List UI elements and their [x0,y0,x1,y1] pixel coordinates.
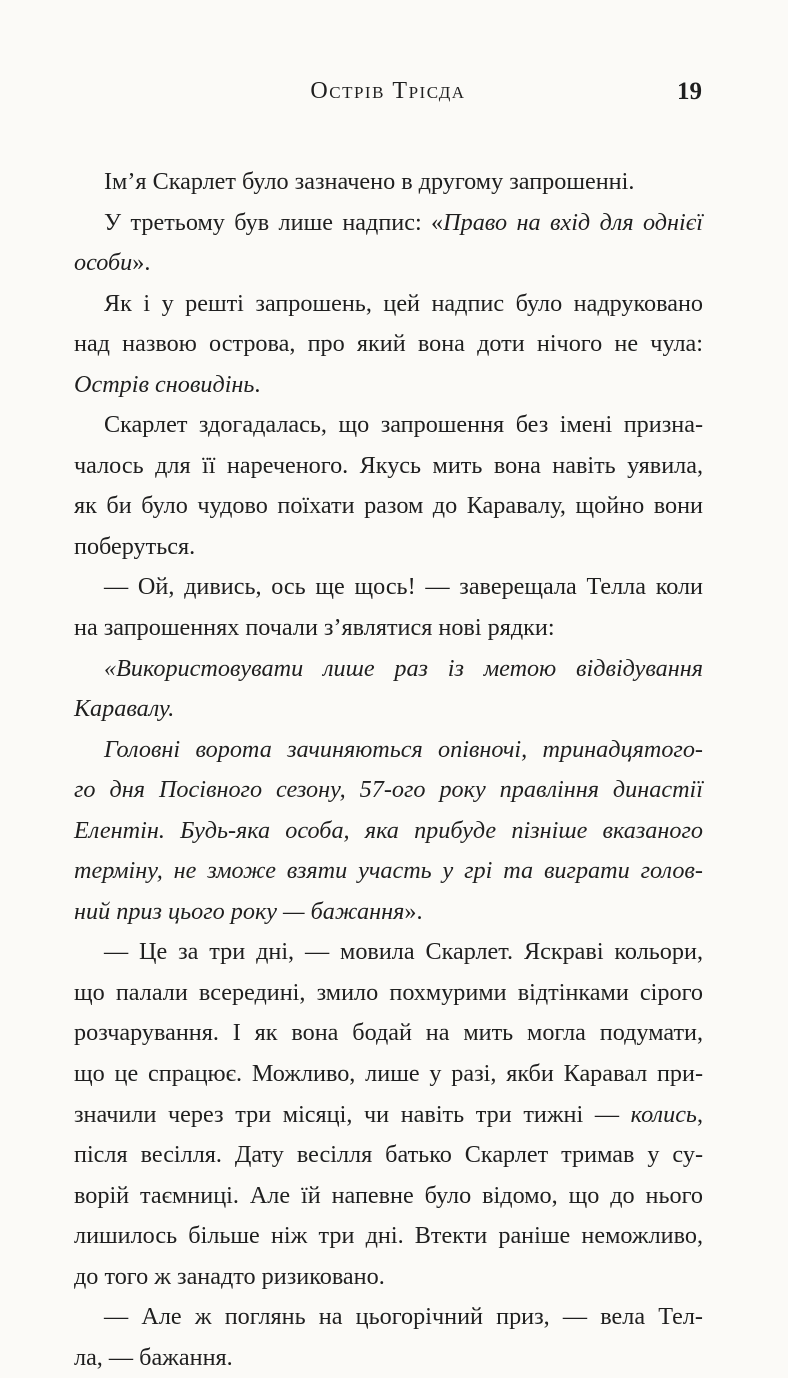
text-line [74,1216,703,1257]
text-segment: — Ой, дивись, ось ще щось! — заверещала Телла коли [104,573,703,601]
italic-text: Право на вхід для однієї [443,208,703,236]
text-segment: Як і у решті запрошень, цей надпис було надруковано [104,289,703,317]
text-segment: ». [132,249,151,277]
text-line [74,405,703,446]
text-line [74,1297,703,1338]
text-segment: як би було чудово поїхати разом до Каравалу, щойно вони [74,492,703,520]
text-segment: над назвою острова, про який вона доти нічого не чула: [74,330,703,358]
page-number: 19 [677,78,702,105]
text-segment: ла, — бажання. [74,1343,233,1371]
text-line [74,608,703,649]
text-segment: чалось для її нареченого. Якусь мить вона навіть уявила, [74,451,703,479]
text-line [74,1176,703,1217]
text-segment: після весілля. Дату весілля батько Скарлет тримав у су- [74,1141,703,1169]
text-segment: . [254,370,261,398]
text-line [74,649,703,690]
running-header [74,78,702,114]
text-line [74,1257,703,1298]
text-segment: , [696,1100,703,1128]
text-segment: лишилось більше ніж три дні. Втекти раніше неможливо, [74,1222,703,1250]
text-line [74,973,703,1014]
italic-text: Головні ворота зачиняються опівночі, тринадцятого- [104,735,703,763]
text-line [74,1338,703,1378]
running-title: Острів Трісда [310,78,466,104]
text-segment: на запрошеннях почали з’являтися нові рядки: [74,614,555,642]
text-line [74,1054,703,1095]
text-segment: поберуться. [74,532,196,560]
text-line [74,162,703,203]
italic-text: ний приз цього року — бажання [74,897,405,925]
text-line [74,527,703,568]
text-line [74,243,703,284]
text-segment: що палали всередині, змило похмурими відтінками сірого [74,978,703,1006]
text-segment: розчарування. І як вона бодай на мить могла подумати, [74,1019,703,1047]
text-line [74,1013,703,1054]
text-segment: до того ж занадто ризиковано. [74,1262,385,1290]
text-line [74,770,703,811]
italic-text: терміну, не зможе взяти участь у грі та виграти голов- [74,857,703,885]
text-line [74,932,703,973]
text-segment: У третьому був лише надпис: « [104,208,444,236]
text-segment: Скарлет здогадалась, що запрошення без імені призна- [104,411,703,439]
text-line [74,851,703,892]
text-line [74,689,703,730]
text-line [74,324,703,365]
text-line [74,284,703,325]
text-line [74,203,703,244]
text-segment: Ім’я Скарлет було зазначено в другому запрошенні. [104,168,635,195]
text-line [74,365,703,406]
text-segment: ». [404,897,423,925]
italic-text: го дня Посівного сезону, 57-ого року правління династії [74,776,703,804]
text-segment: значили через три місяці, чи навіть три тижні — [74,1100,631,1128]
text-line [74,892,703,933]
text-line [74,446,703,487]
text-segment: ворій таємниці. Але їй напевне було відомо, що до нього [74,1181,703,1209]
italic-text: Каравалу. [74,695,175,723]
text-segment: що це спрацює. Можливо, лише у разі, якби Каравал при- [74,1060,703,1088]
text-line [74,811,703,852]
body-text [74,162,703,1378]
text-segment: — Але ж поглянь на цьогорічний приз, — вела Тел- [104,1303,703,1331]
italic-text: Елентін. Будь-яка особа, яка прибуде пізніше вказаного [74,816,703,844]
text-segment: — Це за три дні, — мовила Скарлет. Яскраві кольори, [104,938,703,966]
text-line [74,730,703,771]
text-line [74,1135,703,1176]
italic-text: особи [74,249,133,277]
italic-text: Острів сновидінь [74,370,255,398]
text-line [74,486,703,527]
italic-text: колись [630,1100,697,1128]
text-line [74,567,703,608]
italic-text: «Використовувати лише раз із метою відвідування [104,654,703,682]
text-line [74,1095,703,1136]
